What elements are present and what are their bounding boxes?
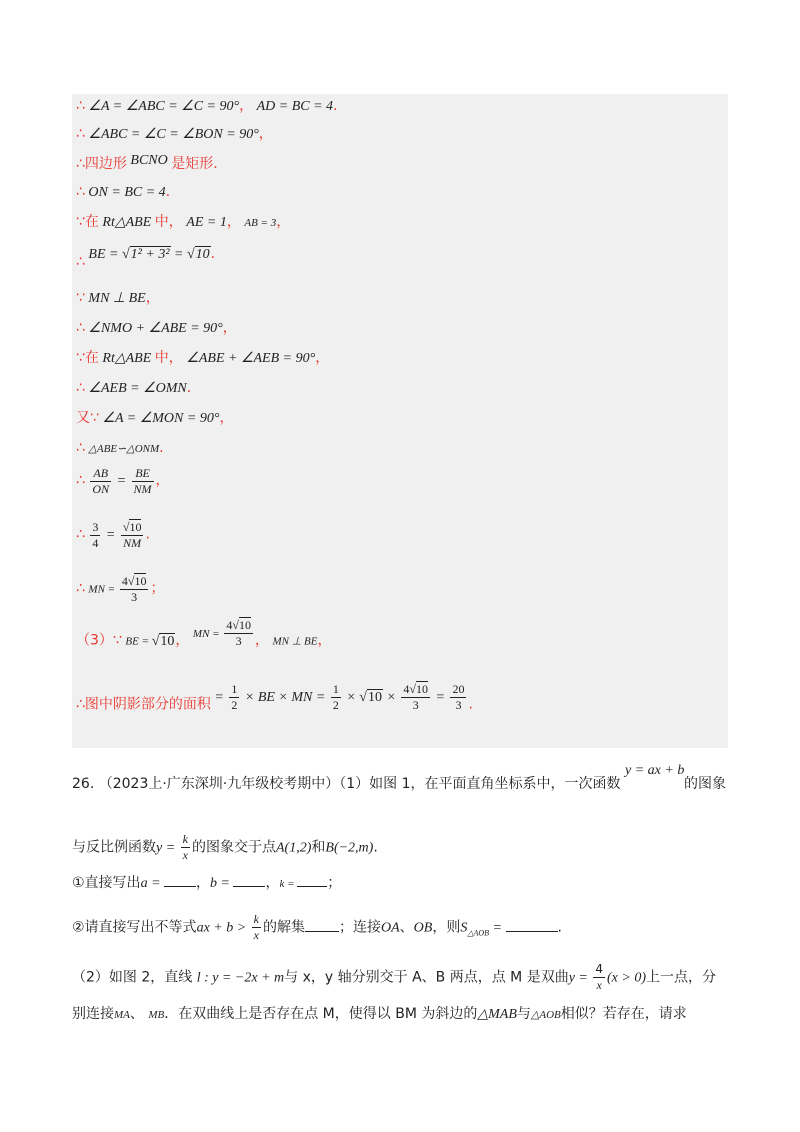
therefore-symbol: ∴ [76,254,85,270]
solution-line-8: ∴ ∠NMO + ∠ABE = 90°， [76,320,237,336]
question-line-1: 26. （2023上·广东深圳·九年级校考期中）（1）如图 1，在平面直角坐标系中，一次函数 [72,776,621,792]
solution-line-16: （3）∵ BE = √10， $^{MN =}$ $\frac{4√10}{3}$ ， MN ⊥ BE， [76,626,331,657]
therefore-symbol: ∴ [76,98,85,114]
question-line-1-end: 的图象 [684,776,726,792]
solution-line-3: ∴四边形 BCNO 是矩形. [76,153,218,172]
fraction: $\frac{√10}{NM}$ [122,520,142,550]
because-symbol: ∵ [112,632,122,649]
solution-line-12: ∴ △ABE∽△ONM. [76,440,164,456]
therefore-symbol: ∴ [76,696,85,713]
therefore-symbol: ∴ [76,440,85,456]
fraction: $\frac{k}{x}$ [253,912,259,942]
fraction: $\frac{4√10}{3}$ [226,618,251,648]
question-line-5: （2）如图 2，直线 l : y = −2x + m与 x，y 轴分别交于 A、B 两点，点 M 是双曲y = $\frac{4}{x}$ (x > 0)上一点，分 [72,962,717,992]
sqrt-expression: √10 [186,247,210,262]
question-number: 26. [72,776,95,792]
solution-line-11: 又∵ ∠A = ∠MON = 90°， [76,410,234,426]
because-symbol: ∵ [90,410,99,426]
solution-line-5: ∵在 Rt△ABE 中， AE = 1， AB = 3， [76,214,291,230]
therefore-symbol: ∴ [76,184,85,200]
answer-blank-a[interactable] [164,872,196,887]
therefore-symbol: ∴ [76,526,85,543]
sqrt-expression: √10 [151,633,175,649]
question-line-3: ①直接写出a = ，b = ，k = ； [72,872,341,894]
solution-line-1: ∴ ∠A = ∠ABC = ∠C = 90°， AD = BC = 4. [76,98,338,114]
solution-line-2: ∴ ∠ABC = ∠C = ∠BON = 90°， [76,126,273,142]
fraction: $\frac{4√10}{3}$ [121,574,147,604]
solution-line-14: ∴ $\frac{3}{4}$ = $\frac{√10}{NM}$ . [76,520,150,550]
fraction: $\frac{1}{2}$ [332,682,339,712]
solution-line-17: ∴图中阴影部分的面积 = $\frac{1}{2}$ × BE × MN = $\frac{1}{2}$ × √10 × $\frac{4√10}{3}$ = $\frac{20}{3}$ . [76,682,473,713]
therefore-symbol: ∴ [76,126,85,142]
solution-line-7: ∵ MN ⊥ BE， [76,290,160,306]
therefore-symbol: ∴ [76,580,85,597]
solution-line-4: ∴ ON = BC = 4. [76,184,171,200]
fraction: $\frac{3}{4}$ [92,520,99,550]
sqrt-expression: √10 [359,689,382,705]
fraction: $\frac{4}{x}$ [595,962,604,992]
therefore-symbol: ∴ [76,472,85,489]
sqrt-expression: √1² + 3² [121,247,170,262]
solution-line-15: ∴ MN = $\frac{4√10}{3}$ ； [76,574,165,604]
because-symbol: ∵ [76,214,85,230]
answer-blank-k[interactable] [297,872,327,887]
because-symbol: ∵ [76,350,85,366]
solution-line-9: ∵在 Rt△ABE 中， ∠ABE + ∠AEB = 90°， [76,350,330,366]
linear-function-label: y = ax + b [625,763,685,778]
fraction: $\frac{AB}{ON}$ [92,466,110,496]
question-line-4: ②请直接写出不等式ax + b > $\frac{k}{x}$ 的解集 ；连接OA、OB，则$S_{\triangle AOB}$ = . [72,912,562,942]
answer-blank-solution-set[interactable] [305,917,339,932]
question-line-6: 别连接MA、 MB．在双曲线上是否存在点 M，使得以 BM 为斜边的△MAB与△AOB相似？若存在，请求 [72,1006,687,1022]
because-symbol: ∵ [76,290,85,306]
answer-blank-area[interactable] [506,917,558,932]
therefore-symbol: ∴ [76,380,85,396]
fraction: $\frac{BE}{NM}$ [133,466,152,496]
therefore-symbol: ∴ [76,156,85,172]
solution-line-6: ∴ BE = √1² + 3² = √10. [76,246,216,270]
solution-line-13: ∴ $\frac{AB}{ON}$ = $\frac{BE}{NM}$ ， [76,466,170,496]
solution-line-10: ∴ ∠AEB = ∠OMN. [76,380,192,396]
fraction: $\frac{1}{2}$ [231,682,238,712]
question-source: （2023上·广东深圳·九年级校考期中） [98,776,340,792]
fraction: $\frac{4√10}{3}$ [403,682,429,712]
answer-blank-b[interactable] [233,872,265,887]
fraction: $\frac{k}{x}$ [182,832,188,862]
therefore-symbol: ∴ [76,320,85,336]
fraction: $\frac{20}{3}$ [452,682,465,712]
question-line-2: 与反比例函数y = $\frac{k}{x}$ 的图象交于点A(1,2)和B(−2,m). [72,832,378,862]
